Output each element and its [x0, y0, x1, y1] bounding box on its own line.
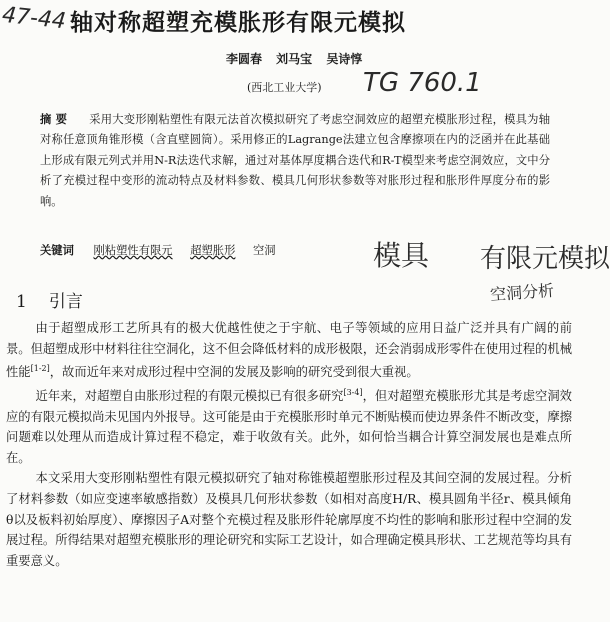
paragraph-text: ，故而近年来对成形过程中空洞的发展及影响的研究受到很大重视。 — [49, 365, 419, 380]
paper-title: 轴对称超塑充模胀形有限元模拟 — [70, 9, 406, 36]
abstract — [40, 110, 550, 212]
citation: [1-2] — [30, 364, 50, 374]
keyword-item: 刚粘塑性有限元 — [93, 244, 173, 257]
handwritten-call-number: TG 760.1 — [363, 68, 482, 98]
paragraph: 本文采用大变形刚粘塑性有限元模拟研究了轴对称锥模超塑胀形过程及其间空洞的发展过程。分析了材料参数（如应变速率敏感指数）及模具几何形状参数（如相对高度H/R、模具圆角半径r、模具倾角θ以及板料初始厚度）、摩擦因子A对整个充模过程及胀形件轮廓厚度不均性的影响和胀形过程中空洞的发展过程。所得结果对超塑充模胀形的理论研究和实际工艺设计，如合理确定模具形状、工艺规范等均具有重要意义。 — [6, 471, 572, 568]
paragraph — [6, 383, 572, 468]
handwritten-note: 空洞分析 — [489, 280, 555, 305]
section-heading — [16, 287, 83, 312]
affiliation: (西北工业大学) — [247, 81, 322, 94]
handwritten-page-number: 47-44 — [0, 2, 68, 35]
keyword-item: 超塑胀形 — [190, 244, 236, 257]
section-number: 1 — [16, 292, 27, 312]
abstract-text: 采用大变形刚粘塑性有限元法首次模拟研究了考虑空洞效应的超塑充模胀形过程，模具为轴对称任意顶角锥形模（含直壁圆筒）。采用修正的Lagrange法建立包含摩擦项在内的泛函并在此基础上形成有限元列式并用N-R法迭代求解，通过对基体厚度耦合迭代和R-T模型来考虑空洞效应，文中分析了充模过程中变形的流动特点及材料参数、模具几何形状参数等对胀形过程和胀形件厚度分布的影响。 — [40, 113, 550, 208]
keywords — [40, 242, 290, 258]
paragraph-text: ，但对超塑充模胀形尤其是考虑空洞效应的有限元模拟尚未见国内外报导。这可能是由于充模胀形时单元不断贴模而使边界条件不断改变，摩擦问题难以处理从而造成计算过程不稳定，难于收敛有关。此外，如何恰当耦合计算空洞发展也是难点所在。 — [6, 388, 572, 465]
paragraph — [6, 318, 572, 383]
section-title: 引言 — [48, 292, 83, 312]
handwritten-note: 模具 — [373, 239, 430, 272]
keywords-label: 关键词 — [40, 244, 74, 257]
paragraph-text: 近年来，对超塑自由胀形过程的有限元模拟已有很多研究 — [35, 388, 344, 403]
paragraph-text: 由于超塑成形工艺所具有的极大优越性使之于宇航、电子等领域的应用日益广泛并具有广阔的前景。但超塑成形中材料往往空洞化，这不但会降低材料的成形极限，还会消弱成形零件在使用过程的机械性能 — [6, 321, 572, 380]
authors: 李圆春 刘马宝 吴诗惇 — [226, 52, 363, 66]
body-text — [6, 318, 572, 571]
keyword-item: 空洞 — [252, 244, 276, 257]
abstract-label: 摘 要 — [40, 113, 68, 126]
handwritten-note: 有限元模拟 — [480, 244, 610, 274]
citation: [3-4] — [343, 387, 363, 397]
